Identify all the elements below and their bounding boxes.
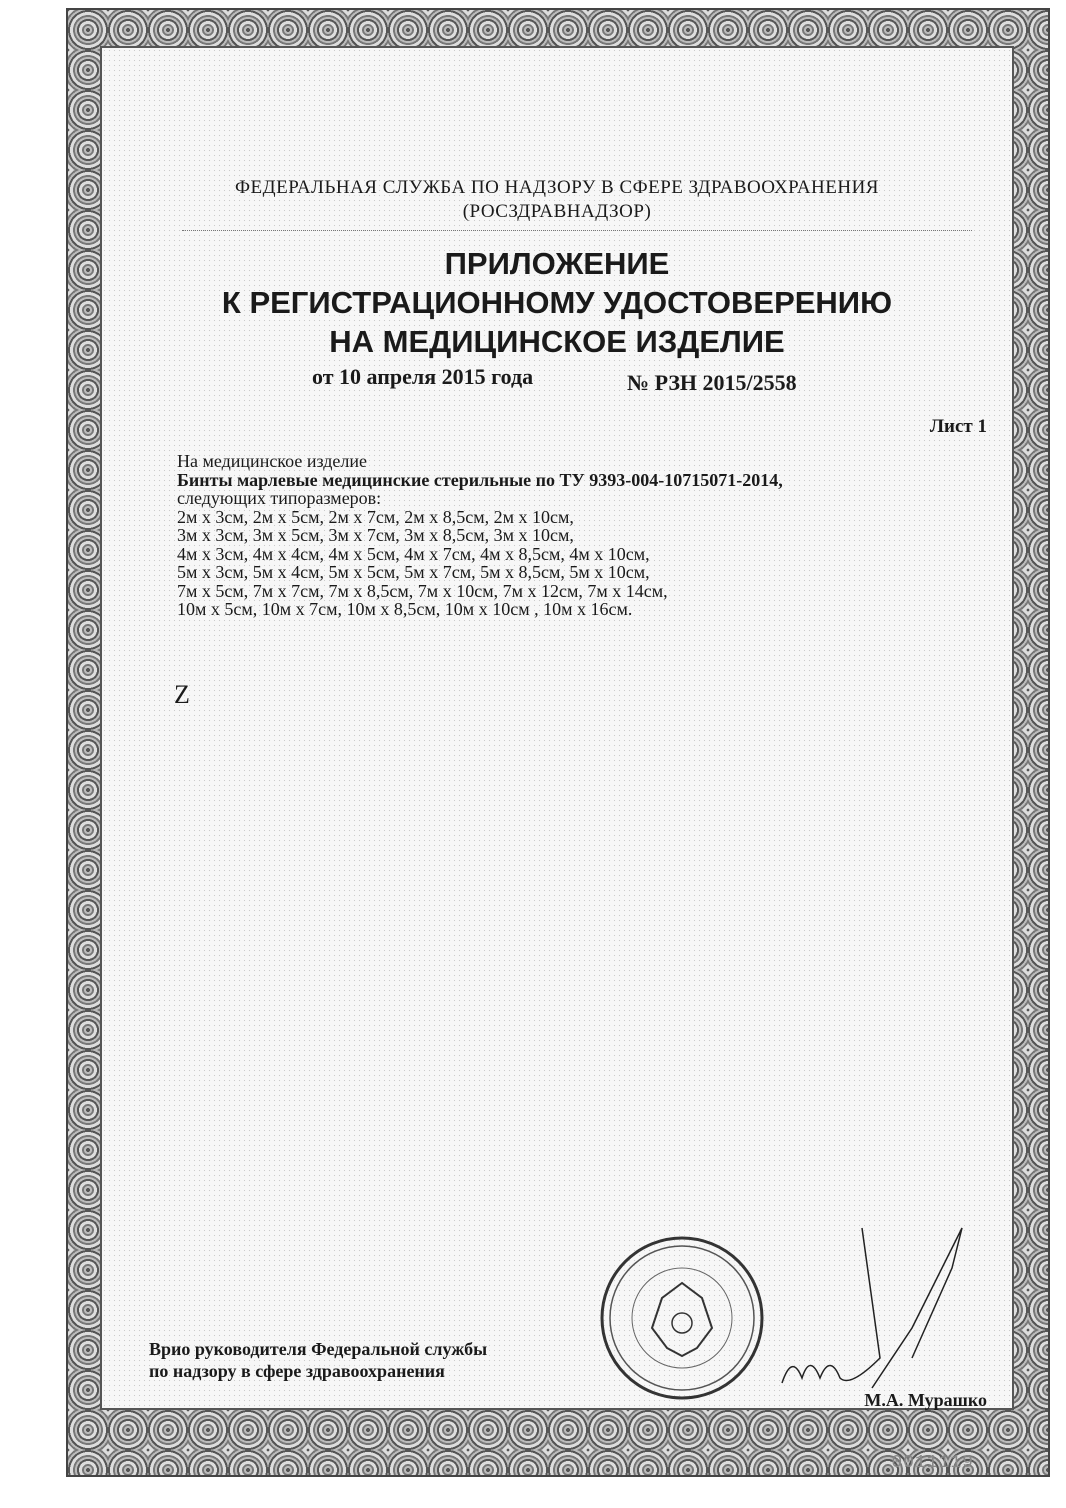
title-line-3: НА МЕДИЦИНСКОЕ ИЗДЕЛИЕ bbox=[329, 324, 785, 359]
size-line: 5м х 3см, 5м х 4см, 5м х 5см, 5м х 7см, 5м х 8,5см, 5м х 10см, bbox=[177, 562, 650, 582]
signatory-name: М.А. Мурашко bbox=[864, 1390, 987, 1410]
document-title bbox=[102, 244, 1012, 361]
sheet-number: Лист 1 bbox=[929, 416, 987, 437]
product-name: Бинты марлевые медицинские стерильные по ТУ 9393-004-10715071-2014, bbox=[177, 469, 783, 490]
document-page bbox=[100, 46, 1014, 1473]
end-mark: Z bbox=[174, 680, 190, 709]
size-line: 4м х 3см, 4м х 4см, 4м х 5см, 4м х 7см, 4м х 8,5см, 4м х 10см, bbox=[177, 543, 650, 564]
agency-abbreviation: (РОСЗДРАВНАДЗОР) bbox=[462, 201, 652, 222]
registration-number: № РЗН 2015/2558 bbox=[627, 370, 797, 395]
handwritten-signature bbox=[762, 1208, 1002, 1408]
agency-name: ФЕДЕРАЛЬНАЯ СЛУЖБА ПО НАДЗОРУ В СФЕРЕ ЗДРАВООХРАНЕНИЯ bbox=[235, 177, 879, 198]
document-date: от 10 апреля 2015 года bbox=[312, 364, 534, 389]
size-line: 7м х 5см, 7м х 7см, 7м х 8,5см, 7м х 10см, 7м х 12см, 7м х 14см, bbox=[177, 580, 668, 601]
size-line: 10м х 5см, 10м х 7см, 10м х 8,5см, 10м х 10см , 10м х 16см. bbox=[177, 599, 633, 619]
official-seal-stamp bbox=[597, 1233, 767, 1403]
serial-number: 0011119 bbox=[891, 1453, 974, 1473]
signatory-title-line-2: по надзору в сфере здравоохранения bbox=[149, 1361, 445, 1381]
header-divider bbox=[182, 230, 972, 231]
agency-header bbox=[102, 176, 1012, 224]
title-line-2: К РЕГИСТРАЦИОННОМУ УДОСТОВЕРЕНИЮ bbox=[221, 285, 893, 320]
size-line: 2м х 3см, 2м х 5см, 2м х 7см, 2м х 8,5см, 2м х 10см, bbox=[177, 506, 574, 527]
title-line-1: ПРИЛОЖЕНИЕ bbox=[444, 246, 670, 281]
document-body bbox=[177, 452, 783, 619]
signatory-title-line-1: Врио руководителя Федеральной службы bbox=[149, 1339, 488, 1359]
signatory-title bbox=[149, 1338, 487, 1382]
sizes-intro: следующих типоразмеров: bbox=[177, 488, 382, 508]
size-line: 3м х 3см, 3м х 5см, 3м х 7см, 3м х 8,5см, 3м х 10см, bbox=[177, 525, 574, 545]
intro-text: На медицинское изделие bbox=[177, 451, 368, 471]
